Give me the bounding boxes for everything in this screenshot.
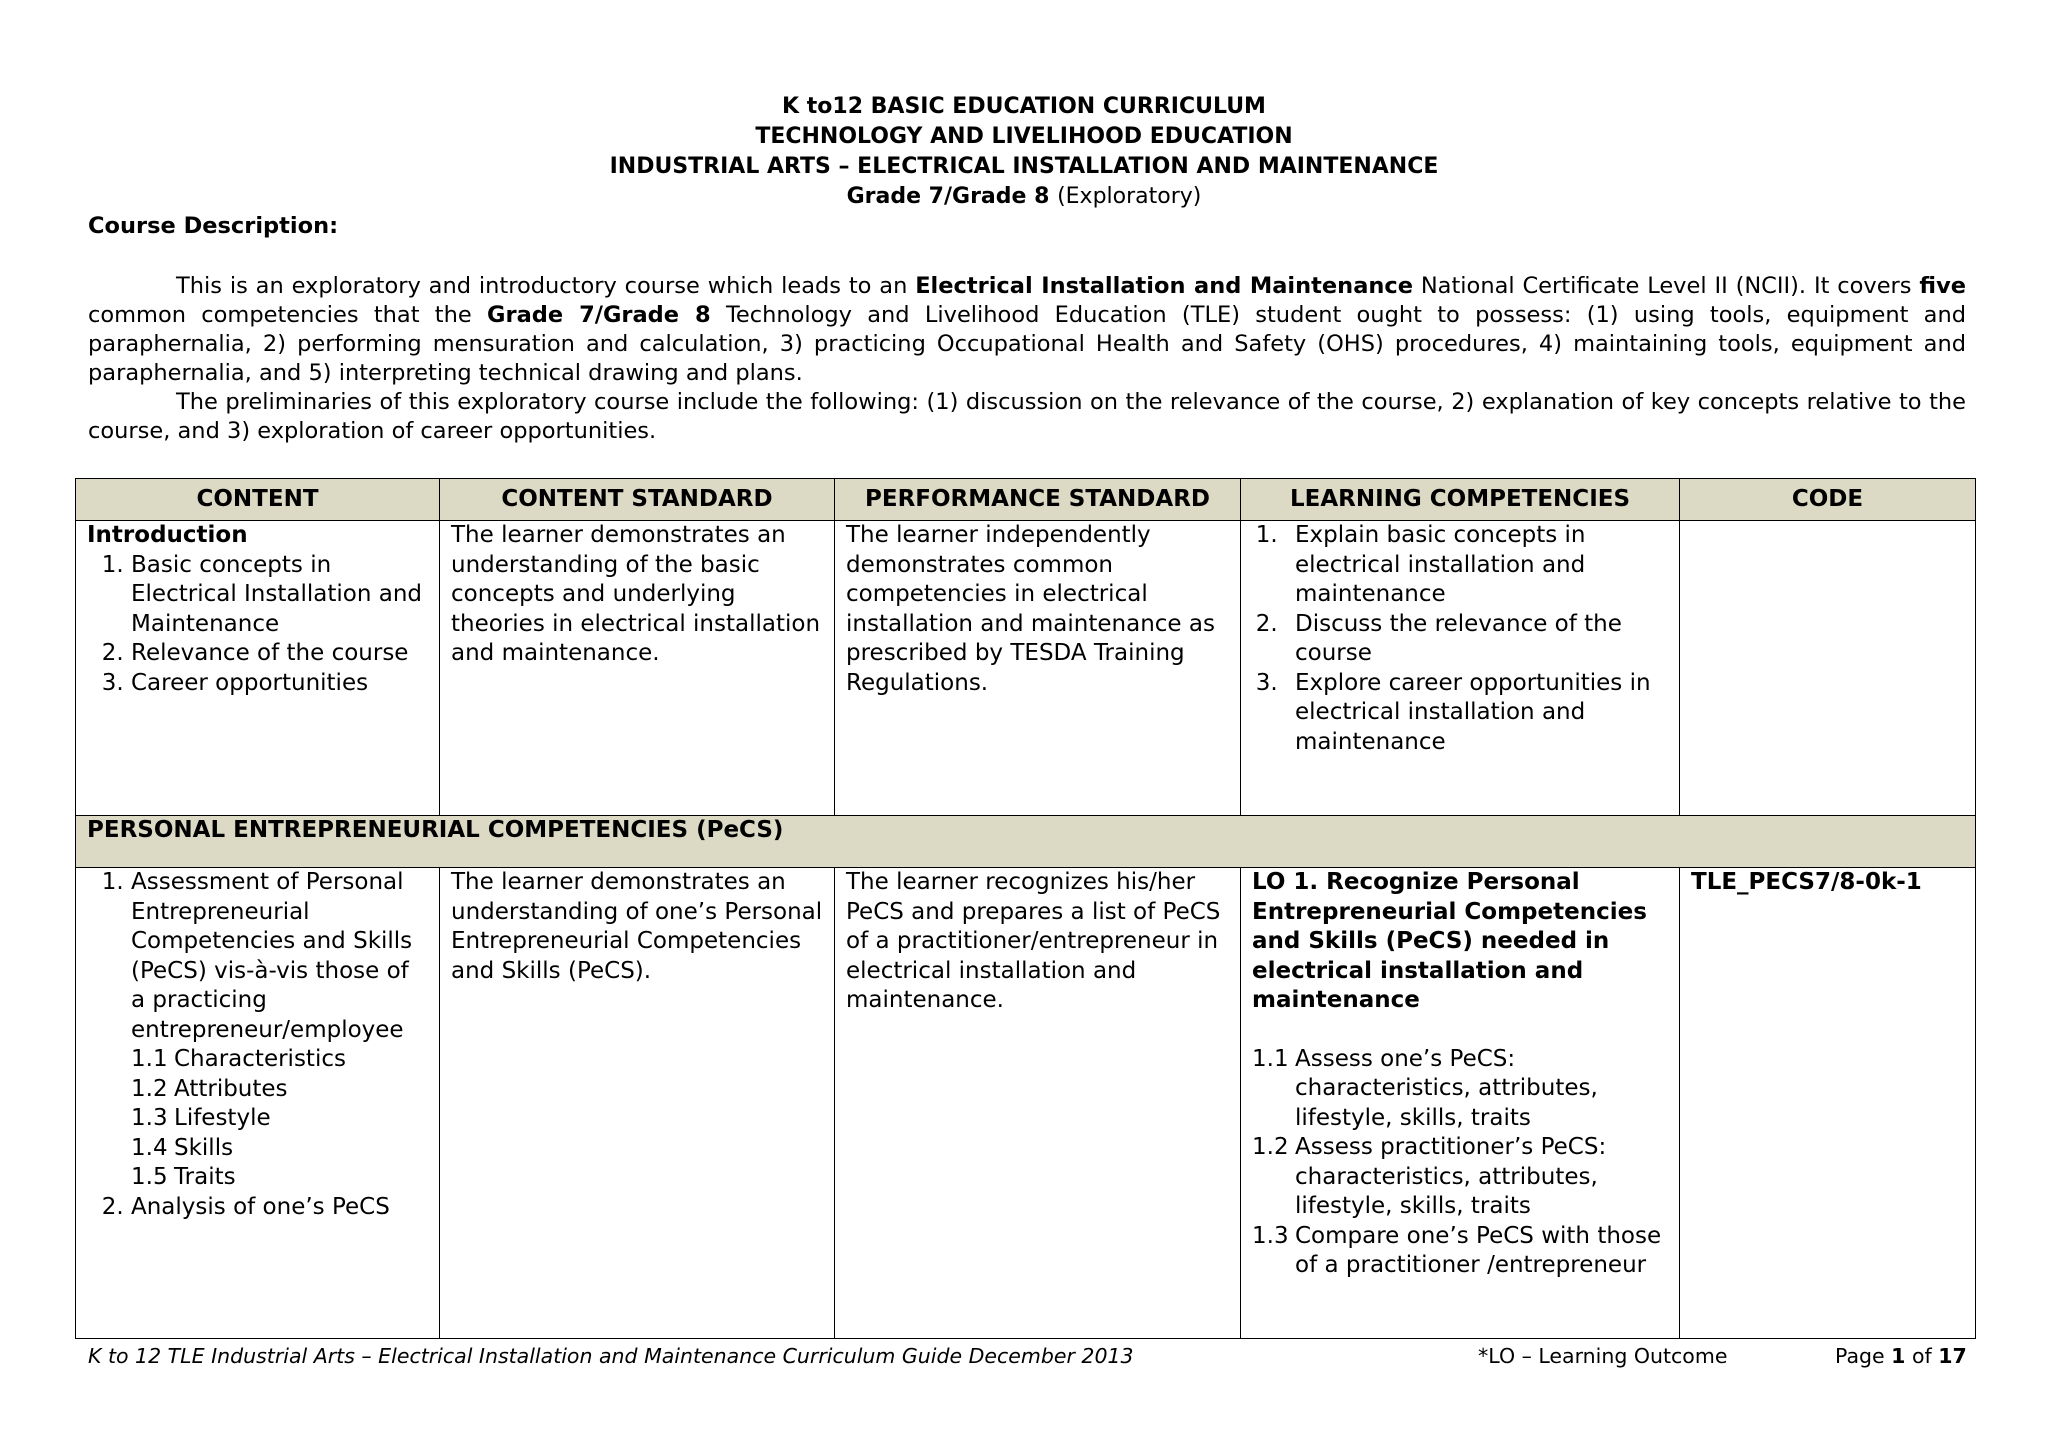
list-item [1252, 1045, 1668, 1134]
list-item: 3. Explore career opportunities in electrical installation and maintenance [1285, 669, 1668, 758]
performance-standard-cell: The learner independently demonstrates common competencies in electrical installation and maintenance as prescribed by TESDA Training Regulations. [835, 521, 1241, 816]
footer-title: K to 12 TLE Industrial Arts – Electrical Installation and Maintenance Curriculum Guide December 2013 [88, 1344, 1134, 1368]
current-page: 1 [1891, 1344, 1906, 1368]
desc-bold: five [1919, 273, 1966, 299]
code-cell [1680, 521, 1976, 816]
section-title: PERSONAL ENTREPRENEURIAL COMPETENCIES (PeCS) [76, 816, 1976, 868]
of-label: of [1911, 1344, 1932, 1368]
sub-num: 1.5 [131, 1164, 168, 1190]
learning-competencies-cell [1241, 868, 1680, 1339]
content-standard-cell: The learner demonstrates an understanding of one’s Personal Entrepreneurial Competencies and Skills (PeCS). [440, 868, 835, 1339]
sub-list-item [131, 1075, 428, 1105]
sub-list-item [131, 1104, 428, 1134]
header-line-2: TECHNOLOGY AND LIVELIHOOD EDUCATION [755, 124, 1293, 149]
sub-text: Lifestyle [174, 1105, 271, 1131]
item-num: 1.2 [1252, 1134, 1289, 1160]
course-description [88, 272, 1966, 446]
desc-bold: Electrical Installation and Maintenance [915, 273, 1413, 299]
content-cell [76, 868, 440, 1339]
list-item: 2. Analysis of one’s PeCS [131, 1193, 428, 1223]
column-header-code: CODE [1680, 479, 1976, 521]
sub-text: Traits [174, 1164, 236, 1190]
content-cell [76, 521, 440, 816]
sub-text: Characteristics [174, 1046, 346, 1072]
column-header-content: CONTENT [76, 479, 440, 521]
learning-outcome-list [1252, 1045, 1668, 1281]
table-row [76, 868, 1976, 1339]
sub-list [131, 1045, 428, 1193]
content-list [87, 868, 428, 1222]
content-list [87, 551, 428, 699]
learning-outcome-title: LO 1. Recognize Personal Entrepreneurial Competencies and Skills (PeCS) needed in electrical installation and maintenance [1252, 869, 1647, 1013]
desc-text: This is an exploratory and introductory course which leads to an [176, 273, 916, 299]
section-header-row [76, 816, 1976, 868]
item-num: 1.3 [1252, 1222, 1289, 1249]
desc-text: Technology and Livelihood Education (TLE) student ought to possess: (1) using tools, equipment and paraphernalia, 2) performing mensuration and calculation, 3) practicing Occupational Health and Safety (OHS) procedures, 4) maintaining tools, equipment and paraphernalia, and 5) interpreting technical drawing and plans. [88, 302, 1967, 386]
competency-list [1252, 521, 1668, 757]
grade-label: Grade 7/Grade 8 [846, 184, 1050, 209]
sub-text: Skills [174, 1134, 234, 1161]
exploratory-label: (Exploratory) [1057, 184, 1202, 209]
curriculum-table [75, 478, 1976, 1339]
table-header-row [76, 479, 1976, 521]
item-num: 1.1 [1252, 1045, 1289, 1072]
header-line-3: INDUSTRIAL ARTS – ELECTRICAL INSTALLATION AND MAINTENANCE [609, 154, 1439, 179]
desc-text: common competencies that the [88, 302, 487, 328]
content-standard-cell: The learner demonstrates an understanding of the basic concepts and underlying theories in electrical installation and maintenance. [440, 521, 835, 816]
list-item: 2. Discuss the relevance of the course [1285, 610, 1668, 669]
sub-num: 1.1 [131, 1046, 168, 1072]
page-number [1835, 1344, 1967, 1368]
list-item: 1. Explain basic concepts in electrical installation and maintenance [1285, 521, 1668, 610]
list-item [1252, 1133, 1668, 1222]
description-paragraph-2: The preliminaries of this exploratory course include the following: (1) discussion on the relevance of the course, 2) explanation of key concepts relative to the course, and 3) exploration of career opportunities. [88, 389, 1966, 444]
item-text: Assess practitioner’s PeCS: characteristics, attributes, lifestyle, skills, traits [1295, 1134, 1607, 1219]
sub-text: Attributes [174, 1075, 288, 1102]
code-cell: TLE_PECS7/8-0k-1 [1680, 868, 1976, 1339]
header-line-1: K to12 BASIC EDUCATION CURRICULUM [782, 94, 1266, 119]
header-line-4 [0, 182, 2048, 212]
list-item [1252, 1222, 1668, 1281]
column-header-performance-standard: PERFORMANCE STANDARD [835, 479, 1241, 521]
sub-num: 1.3 [131, 1105, 168, 1131]
list-item: 3. Career opportunities [131, 669, 428, 699]
list-item [131, 868, 428, 1193]
document-header [0, 92, 2048, 212]
list-item-text: Assessment of Personal Entrepreneurial Competencies and Skills (PeCS) vis-à-vis those of a practicing entrepreneur/employee [131, 869, 413, 1043]
sub-list-item [131, 1045, 428, 1075]
sub-list-item [131, 1163, 428, 1193]
sub-num: 1.4 [131, 1134, 168, 1161]
page-label: Page [1835, 1344, 1885, 1368]
item-text: Assess one’s PeCS: characteristics, attributes, lifestyle, skills, traits [1295, 1045, 1598, 1131]
desc-text: National Certificate Level II (NCII). It covers [1413, 273, 1920, 299]
sub-list-item [131, 1134, 428, 1164]
performance-standard-cell: The learner recognizes his/her PeCS and prepares a list of PeCS of a practitioner/entrepreneur in electrical installation and maintenance. [835, 868, 1241, 1339]
footer-note: *LO – Learning Outcome [1478, 1344, 1728, 1368]
learning-competencies-cell [1241, 521, 1680, 816]
list-item: 2. Relevance of the course [131, 639, 428, 669]
list-item: 1. Basic concepts in Electrical Installation and Maintenance [131, 551, 428, 640]
total-pages: 17 [1938, 1344, 1967, 1368]
column-header-learning-competencies: LEARNING COMPETENCIES [1241, 479, 1680, 521]
course-description-label: Course Description: [88, 213, 339, 239]
table-row [76, 521, 1976, 816]
desc-bold: Grade 7/Grade 8 [487, 302, 711, 328]
item-text: Compare one’s PeCS with those of a practitioner /entrepreneur [1295, 1222, 1662, 1278]
spacer [1252, 1016, 1668, 1045]
description-paragraph-1 [88, 272, 1966, 388]
column-header-content-standard: CONTENT STANDARD [440, 479, 835, 521]
content-title: Introduction [87, 522, 248, 548]
sub-num: 1.2 [131, 1075, 168, 1102]
